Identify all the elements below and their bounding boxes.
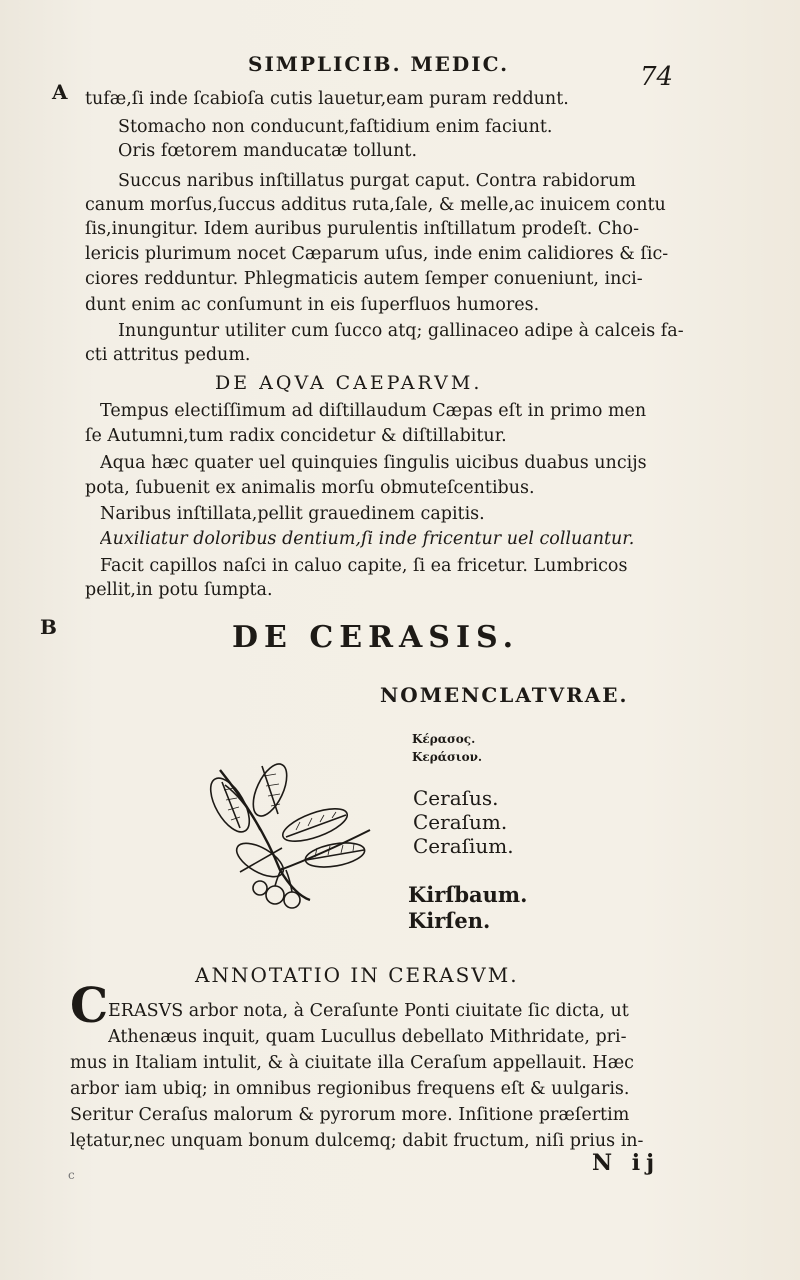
main-title-cerasis: DE CERASIS. bbox=[232, 620, 520, 655]
text-line: Naribus inſtillata,pellit grauedinem capitis. bbox=[100, 504, 485, 524]
text-line: pellit,in potu ſumpta. bbox=[85, 580, 273, 600]
margin-letter-a: A bbox=[52, 80, 68, 104]
text-line: dunt enim ac conſumunt in eis ſuperfluos humores. bbox=[85, 295, 540, 315]
text-line: ſis,inungitur. Idem auribus purulentis inſtillatum prodeſt. Cho- bbox=[85, 219, 639, 239]
text-line: arbor iam ubiq; in omnibus regionibus frequens eſt & uulgaris. bbox=[70, 1079, 630, 1099]
cherry-branch-woodcut bbox=[200, 760, 375, 910]
text-line: Succus naribus inſtillatus purgat caput. Contra rabidorum bbox=[118, 171, 636, 191]
text-line: Athenæus inquit, quam Lucullus debellato Mithridate, pri- bbox=[108, 1027, 627, 1047]
latin-name: Ceraſus. bbox=[413, 786, 499, 810]
text-line: lericis plurimum nocet Cæparum uſus, inde enim calidiores & ſic- bbox=[85, 244, 669, 264]
text-line: ſe Autumni,tum radix concidetur & diſtillabitur. bbox=[85, 426, 507, 446]
nomenclature-heading: NOMENCLATVRAE. bbox=[380, 683, 629, 707]
text-line: cti attritus pedum. bbox=[85, 345, 251, 365]
greek-name: Κέρασος. bbox=[412, 732, 476, 746]
text-line: Aqua hæc quater uel quinquies ſingulis uicibus duabus uncijs bbox=[100, 453, 647, 473]
german-name: Kirſen. bbox=[408, 908, 491, 933]
text-line: ERASVS arbor nota, à Ceraſunte Ponti ciuitate ſic dicta, ut bbox=[108, 1001, 629, 1021]
catchword: N ij bbox=[592, 1150, 661, 1176]
annotatio-title: ANNOTATIO IN CERASVM. bbox=[195, 963, 519, 987]
text-line: tufæ,ſi inde ſcabioſa cutis lauetur,eam puram reddunt. bbox=[85, 89, 569, 109]
text-line: lętatur,nec unquam bonum dulcemq; dabit fructum, niſi prius in- bbox=[70, 1131, 644, 1151]
drop-cap: C bbox=[70, 978, 109, 1034]
page-number: 74 bbox=[640, 62, 674, 92]
running-title: SIMPLICIB. MEDIC. bbox=[248, 52, 510, 76]
section-title-aqua: DE AQVA CAEPARVM. bbox=[215, 372, 483, 394]
text-line: ciores redduntur. Phlegmaticis autem ſemper conueniunt, inci- bbox=[85, 269, 643, 289]
text-line: Inunguntur utiliter cum ſucco atq; gallinaceo adipe à calceis fa- bbox=[118, 321, 684, 341]
latin-name: Ceraſum. bbox=[413, 810, 508, 834]
german-name: Kirſbaum. bbox=[408, 882, 528, 907]
text-line: mus in Italiam intulit, & à ciuitate illa Ceraſum appellauit. Hæc bbox=[70, 1053, 634, 1073]
text-line: Tempus electiſſimum ad diſtillaudum Cæpas eſt in primo men bbox=[100, 401, 647, 421]
signature-mark: c bbox=[68, 1168, 75, 1182]
latin-name: Ceraſium. bbox=[413, 834, 514, 858]
text-line: Oris fœtorem manducatæ tollunt. bbox=[118, 141, 418, 161]
text-line: Facit capillos naſci in caluo capite, ſi ea fricetur. Lumbricos bbox=[100, 556, 628, 576]
text-line: canum morſus,ſuccus additus ruta,ſale, & melle,ac inuicem contu bbox=[85, 195, 666, 215]
text-line: pota, ſubuenit ex animalis morſu obmuteſcentibus. bbox=[85, 478, 535, 498]
text-line: Seritur Ceraſus malorum & pyrorum more. Inſitione præſertim bbox=[70, 1105, 630, 1125]
text-line: Auxiliatur doloribus dentium,ſi inde fricentur uel colluantur. bbox=[100, 529, 635, 549]
greek-name: Κεράσιον. bbox=[412, 750, 483, 764]
text-line: Stomacho non conducunt,faſtidium enim faciunt. bbox=[118, 117, 553, 137]
margin-letter-b: B bbox=[40, 615, 57, 639]
